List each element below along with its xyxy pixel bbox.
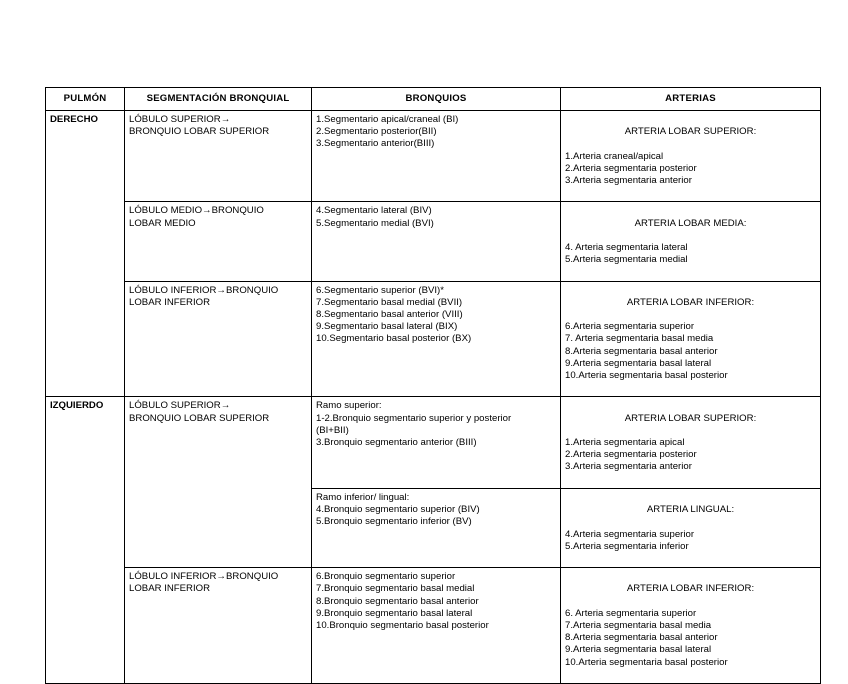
header-bronquios: BRONQUIOS	[312, 88, 561, 111]
lung-segmentation-table	[45, 87, 821, 684]
bronquios-cell: Ramo inferior/ lingual: 4.Bronquio segmentario superior (BIV) 5.Bronquio segmentario inferior (BV)	[312, 488, 561, 567]
bronquios-cell: 1.Segmentario apical/craneal (BI) 2.Segmentario posterior(BII) 3.Segmentario anterior(BIII)	[312, 111, 561, 202]
bronquios-cell: 6.Segmentario superior (BVI)* 7.Segmentario basal medial (BVII) 8.Segmentario basal anterior (VIII) 9.Segmentario basal lateral (BIX) 10.Segmentario basal posterior (BX)	[312, 281, 561, 397]
arterias-cell	[561, 281, 821, 397]
arteria-title: ARTERIA LINGUAL:	[646, 504, 735, 516]
segmentacion-cell: LÓBULO INFERIOR→BRONQUIO LOBAR INFERIOR	[125, 568, 312, 684]
arteria-list: 4.Arteria segmentaria superior 5.Arteria segmentaria inferior	[565, 528, 695, 552]
arteria-title: ARTERIA LOBAR INFERIOR:	[626, 583, 755, 595]
arteria-title: ARTERIA LOBAR MEDIA:	[634, 217, 747, 229]
lung-label-derecho: DERECHO	[46, 111, 125, 397]
arteria-title: ARTERIA LOBAR SUPERIOR:	[624, 126, 757, 138]
segmentacion-cell: LÓBULO MEDIO→BRONQUIO LOBAR MEDIO	[125, 202, 312, 281]
header-row	[46, 88, 821, 111]
arteria-list: 6.Arteria segmentaria superior 7. Arteria segmentaria basal media 8.Arteria segmentaria basal anterior 9.Arteria segmentaria basal lateral 10.Arteria segmentaria basal posterior	[565, 321, 728, 382]
arteria-title: ARTERIA LOBAR SUPERIOR:	[624, 412, 757, 424]
segmentacion-cell: LÓBULO SUPERIOR→ BRONQUIO LOBAR SUPERIOR	[125, 111, 312, 202]
arteria-list: 1.Arteria segmentaria apical 2.Arteria segmentaria posterior 3.Arteria segmentaria anterior	[565, 437, 697, 473]
header-segmentacion: SEGMENTACIÓN BRONQUIAL	[125, 88, 312, 111]
header-pulmon: PULMÓN	[46, 88, 125, 111]
arteria-list: 1.Arteria craneal/apical 2.Arteria segmentaria posterior 3.Arteria segmentaria anterior	[565, 150, 697, 187]
table-row	[46, 397, 821, 488]
arterias-cell	[561, 111, 821, 202]
arterias-cell	[561, 397, 821, 488]
bronquios-cell: 4.Segmentario lateral (BIV) 5.Segmentario medial (BVI)	[312, 202, 561, 281]
arteria-list: 4. Arteria segmentaria lateral 5.Arteria segmentaria medial	[565, 242, 688, 266]
table-row	[46, 568, 821, 684]
segmentacion-cell: LÓBULO SUPERIOR→ BRONQUIO LOBAR SUPERIOR	[125, 397, 312, 568]
table-row	[46, 111, 821, 202]
arterias-cell	[561, 202, 821, 281]
bronquios-cell: Ramo superior: 1-2.Bronquio segmentario superior y posterior (BI+BII) 3.Bronquio segmentario anterior (BIII)	[312, 397, 561, 488]
table-row	[46, 281, 821, 397]
lung-label-izquierdo: IZQUIERDO	[46, 397, 125, 683]
bronquios-cell: 6.Bronquio segmentario superior 7.Bronquio segmentario basal medial 8.Bronquio segmentario basal anterior 9.Bronquio segmentario basal lateral 10.Bronquio segmentario basal posterior	[312, 568, 561, 684]
header-arterias: ARTERIAS	[561, 88, 821, 111]
segmentacion-cell: LÓBULO INFERIOR→BRONQUIO LOBAR INFERIOR	[125, 281, 312, 397]
arteria-list: 6. Arteria segmentaria superior 7.Arteria segmentaria basal media 8.Arteria segmentaria basal anterior 9.Arteria segmentaria basal lateral 10.Arteria segmentaria basal posterior	[565, 607, 728, 668]
arterias-cell	[561, 568, 821, 684]
arteria-title: ARTERIA LOBAR INFERIOR:	[626, 296, 755, 308]
table-row	[46, 202, 821, 281]
arterias-cell	[561, 488, 821, 567]
